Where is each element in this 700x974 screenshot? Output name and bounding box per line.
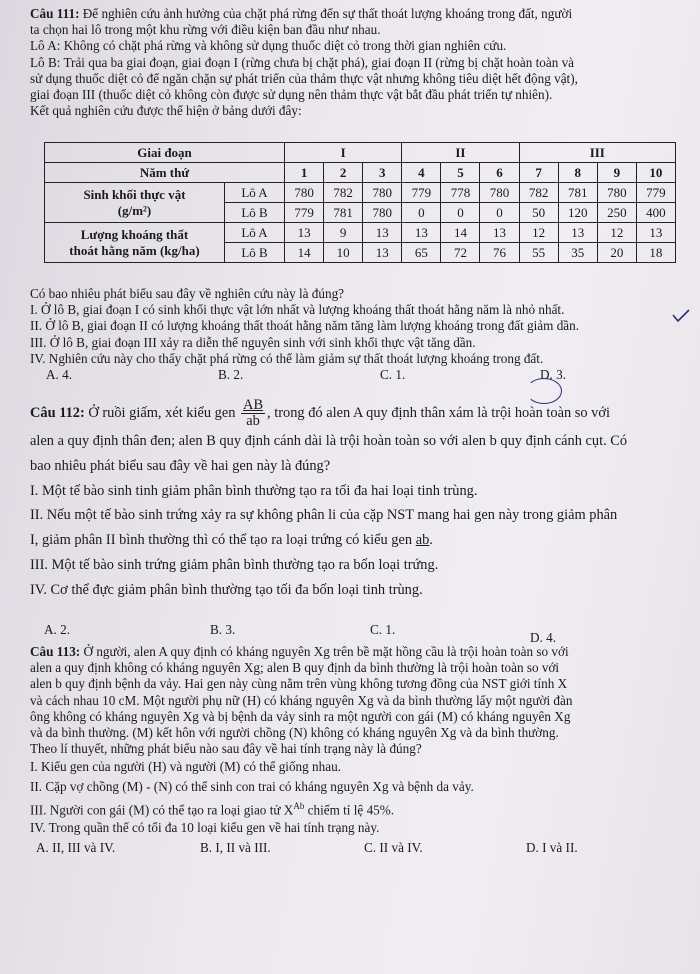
genotype-bottom: ab xyxy=(246,413,260,429)
q112-statement-2-end: . xyxy=(429,532,433,549)
biomass-a-cell: 779 xyxy=(636,183,675,203)
biomass-a-cell: 782 xyxy=(324,183,363,203)
q111-option-a[interactable]: A. 4. xyxy=(46,367,73,383)
biomass-a-cell: 780 xyxy=(363,183,402,203)
q112-line-2: alen a quy định thân đen; alen B quy định cánh dài là trội hoàn toàn so với alen b quy định cánh cụt. Có xyxy=(30,433,628,449)
q111-result-intro: Kết quả nghiên cứu được thể hiện ở bảng dưới đây: xyxy=(30,103,302,119)
mineral-a-cell: 13 xyxy=(363,223,402,243)
q111-intro-line: Để nghiên cứu ảnh hưởng của chặt phá rừng đến sự thất thoát lượng khoáng trong đất, người xyxy=(79,6,573,21)
mineral-b-cell: 55 xyxy=(519,243,558,263)
plot-b-label: Lô B xyxy=(225,203,285,223)
q112-statement-3: III. Một tế bào sinh trứng giảm phân bình thường tạo ra bốn loại trứng. xyxy=(30,556,439,573)
year-cell: 7 xyxy=(519,163,558,183)
year-cell: 4 xyxy=(402,163,441,183)
q112-option-b[interactable]: B. 3. xyxy=(210,622,236,637)
q113-line-4: và cách nhau 10 cM. Một người phụ nữ (H) có kháng nguyên Xg và da bình thường lấy một người đàn xyxy=(30,692,573,708)
q112-statement-2: II. Nếu một tế bào sinh trứng xảy ra sự không phân li của cặp NST mang hai gen này trong giảm phân xyxy=(30,507,618,524)
mineral-b-cell: 18 xyxy=(636,243,675,263)
q111-option-c[interactable]: C. 1. xyxy=(380,367,406,383)
biomass-b-cell: 0 xyxy=(441,203,480,223)
biomass-label xyxy=(45,183,225,223)
mineral-b-cell: 14 xyxy=(285,243,324,263)
mineral-b-cell: 65 xyxy=(402,243,441,263)
q112-options xyxy=(30,622,680,646)
mineral-loss-label xyxy=(45,223,225,263)
question-111-statements xyxy=(30,286,680,383)
biomass-a-cell: 781 xyxy=(558,183,597,203)
mineral-b-cell: 35 xyxy=(558,243,597,263)
q112-option-c[interactable]: C. 1. xyxy=(370,622,396,637)
plot-b-label: Lô B xyxy=(225,243,285,263)
biomass-b-cell: 781 xyxy=(324,203,363,223)
biomass-b-cell: 0 xyxy=(402,203,441,223)
biomass-b-cell: 120 xyxy=(558,203,597,223)
q111-options xyxy=(30,367,680,383)
year-cell: 3 xyxy=(363,163,402,183)
biomass-a-cell: 780 xyxy=(480,183,519,203)
q111-statement-3: III. Ở lô B, giai đoạn III xảy ra diễn thế nguyên sinh với sinh khối thực vật tăng dần. xyxy=(30,334,476,350)
q111-plot-a-desc: Lô A: Không có chặt phá rừng và không sử dụng thuốc diệt cỏ trong thời gian nghiên cứu. xyxy=(30,38,507,54)
q112-genotype-ab: ab xyxy=(415,532,430,549)
q113-line-7: Theo lí thuyết, những phát biểu nào sau đây về hai tính trạng này là đúng? xyxy=(30,741,422,757)
q111-plot-b-desc-1: Lô B: Trải qua ba giai đoạn, giai đoạn I (rừng chưa bị chặt phá), giai đoạn II (rừng bị chặt hoàn toàn và xyxy=(30,54,575,70)
q112-lead: Ở ruồi giấm, xét kiểu gen xyxy=(84,405,240,422)
q112-tail: , trong đó alen A quy định thân xám là trội hoàn toàn so với xyxy=(267,405,610,422)
q113-line-6: và da bình thường. (M) kết hôn với người chồng (N) không có kháng nguyên Xg và da bình thường. xyxy=(30,725,559,741)
year-label: Năm thứ xyxy=(45,163,285,183)
q113-options xyxy=(30,840,680,856)
genotype-fraction xyxy=(241,398,265,429)
mineral-b-cell: 10 xyxy=(324,243,363,263)
q112-statement-1: I. Một tế bào sinh tinh giảm phân bình thường tạo ra tối đa hai loại tinh trùng. xyxy=(30,482,478,499)
mineral-a-cell: 13 xyxy=(480,223,519,243)
q113-statement-2: II. Cặp vợ chồng (M) - (N) có thể sinh con trai có kháng nguyên Xg và bệnh da vảy. xyxy=(30,778,474,794)
biomass-label-line-1: Sinh khối thực vật xyxy=(83,186,186,202)
mineral-a-cell: 14 xyxy=(441,223,480,243)
mineral-b-cell: 72 xyxy=(441,243,480,263)
mineral-label-line-1: Lượng khoáng thất xyxy=(80,226,189,242)
biomass-b-cell: 0 xyxy=(480,203,519,223)
q111-plot-b-desc-3: giai đoạn III (thuốc diệt cỏ không còn được sử dụng nên thảm thực vật bắt đầu phát triển tự nhiên). xyxy=(30,87,553,103)
q111-statement-2: II. Ở lô B, giai đoạn II có lượng khoáng thất thoát hằng năm tăng làm lượng khoáng trong đất giảm dần. xyxy=(30,318,580,334)
year-cell: 1 xyxy=(285,163,324,183)
q113-gamete-superscript: Ab xyxy=(293,800,305,811)
year-cell: 6 xyxy=(480,163,519,183)
year-cell: 2 xyxy=(324,163,363,183)
biomass-a-cell: 780 xyxy=(285,183,324,203)
year-cell: 5 xyxy=(441,163,480,183)
q112-line-3: bao nhiêu phát biểu sau đây về hai gen này là đúng? xyxy=(30,457,331,474)
handwritten-check-icon xyxy=(672,309,690,323)
year-cell: 9 xyxy=(597,163,636,183)
biomass-b-cell: 250 xyxy=(597,203,636,223)
mineral-a-cell: 13 xyxy=(402,223,441,243)
q111-statement-4: IV. Nghiên cứu này cho thấy chặt phá rừng có thể làm giảm sự thất thoát lượng khoáng trong đất. xyxy=(30,350,544,366)
q111-intro-line-2: ta chọn hai lô trong một khu rừng với điều kiện ban đầu như nhau. xyxy=(30,22,381,38)
biomass-b-cell: 50 xyxy=(519,203,558,223)
question-113 xyxy=(30,644,680,856)
mineral-b-cell: 76 xyxy=(480,243,519,263)
mineral-b-cell: 20 xyxy=(597,243,636,263)
year-cell: 8 xyxy=(558,163,597,183)
q113-statement-1: I. Kiểu gen của người (H) và người (M) có thể giống nhau. xyxy=(30,759,341,775)
biomass-a-cell: 778 xyxy=(441,183,480,203)
q113-option-b[interactable]: B. I, II và III. xyxy=(200,839,271,855)
biomass-label-line-2: (g/m²) xyxy=(117,202,152,218)
q111-question: Có bao nhiêu phát biểu sau đây về nghiên cứu này là đúng? xyxy=(30,286,345,301)
results-table xyxy=(44,142,676,263)
mineral-a-cell: 13 xyxy=(558,223,597,243)
q113-option-d[interactable]: D. I và II. xyxy=(526,839,578,855)
mineral-a-cell: 13 xyxy=(636,223,675,243)
stage-header: III xyxy=(519,143,675,163)
q112-statement-4: IV. Cơ thể đực giảm phân bình thường tạo tối đa bốn loại tinh trùng. xyxy=(30,581,423,598)
year-cell: 10 xyxy=(636,163,675,183)
question-112-title: Câu 112: xyxy=(30,405,85,422)
mineral-a-cell: 9 xyxy=(324,223,363,243)
biomass-b-cell: 779 xyxy=(285,203,324,223)
q113-option-a[interactable]: A. II, III và IV. xyxy=(36,839,116,855)
q113-line-1: Ở người, alen A quy định có kháng nguyên Xg trên bề mặt hồng cầu là trội hoàn toàn so với xyxy=(80,644,569,659)
q112-option-a[interactable]: A. 2. xyxy=(44,622,71,637)
biomass-b-cell: 780 xyxy=(363,203,402,223)
q113-line-5: ông không có kháng nguyên Xg và bị bệnh da vảy sinh ra một người con gái (M) có kháng nguyên Xg xyxy=(30,708,571,724)
plot-a-label: Lô A xyxy=(225,223,285,243)
mineral-a-cell: 12 xyxy=(597,223,636,243)
mineral-a-cell: 13 xyxy=(285,223,324,243)
biomass-a-cell: 779 xyxy=(402,183,441,203)
question-111-title: Câu 111: xyxy=(30,6,80,21)
mineral-a-cell: 12 xyxy=(519,223,558,243)
biomass-b-cell: 400 xyxy=(636,203,675,223)
stage-label: Giai đoạn xyxy=(45,143,285,163)
stage-header: I xyxy=(285,143,402,163)
q112-option-d[interactable]: D. 4. xyxy=(530,630,557,645)
q112-statement-2-cont: I, giảm phân II bình thường thì có thể tạo ra loại trứng có kiểu gen xyxy=(30,532,416,549)
biomass-a-cell: 782 xyxy=(519,183,558,203)
q111-option-b[interactable]: B. 2. xyxy=(218,367,244,383)
q113-option-c[interactable]: C. II và IV. xyxy=(364,839,423,855)
biomass-a-cell: 780 xyxy=(597,183,636,203)
q111-statement-1: I. Ở lô B, giai đoạn I có sinh khối thực vật lớn nhất và lượng khoáng thất thoát hằng năm là nhỏ nhất. xyxy=(30,302,565,318)
q111-plot-b-desc-2: sử dụng thuốc diệt cỏ để ngăn chặn sự phát triển của thảm thực vật nhưng không tiêu diệt hết động vật), xyxy=(30,70,578,86)
answer-circle-icon xyxy=(526,378,562,404)
q113-line-3: alen b quy định bệnh da vảy. Hai gen này cùng nằm trên vùng không tương đồng của NST giới tính X xyxy=(30,676,568,692)
stage-header: II xyxy=(402,143,519,163)
q113-line-2: alen a quy định không có kháng nguyên Xg; alen B quy định da bình thường là trội hoàn toàn so với xyxy=(30,660,560,676)
q113-statement-3-end: chiếm tỉ lệ 45%. xyxy=(304,802,395,818)
question-112 xyxy=(30,398,680,603)
question-113-title: Câu 113: xyxy=(30,644,81,659)
plot-a-label: Lô A xyxy=(225,183,285,203)
q111-option-d[interactable]: D. 3. xyxy=(540,367,567,383)
q113-statement-3: III. Người con gái (M) có thể tạo ra loại giao tử X xyxy=(30,802,294,818)
question-111-intro xyxy=(30,6,680,119)
mineral-label-line-2: thoát hằng năm (kg/ha) xyxy=(69,242,200,258)
genotype-top: AB xyxy=(243,397,264,413)
q113-statement-4: IV. Trong quần thể có tối đa 10 loại kiểu gen về hai tính trạng này. xyxy=(30,820,380,836)
mineral-b-cell: 13 xyxy=(363,243,402,263)
